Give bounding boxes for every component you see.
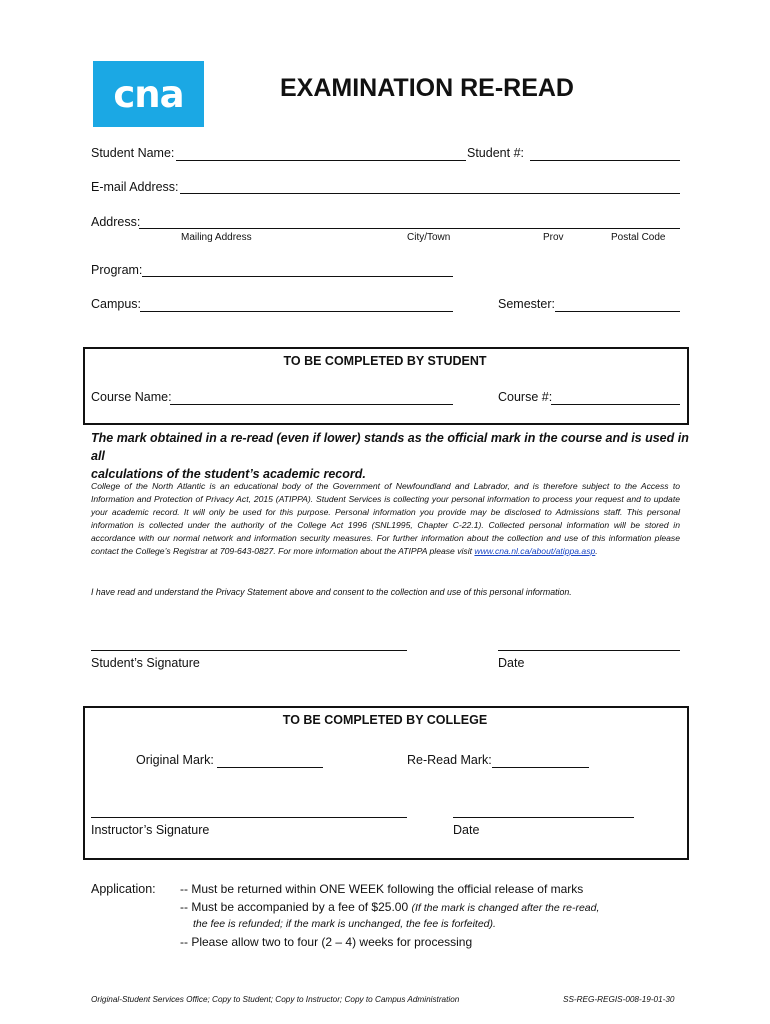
semester-label: Semester: [498, 297, 555, 311]
prov-sublabel: Prov [543, 232, 564, 243]
instructor-date-field[interactable] [453, 817, 634, 818]
student-name-field[interactable] [176, 160, 466, 161]
privacy-text: College of the North Atlantic is an educational body of the Government of Newfoundland and Labrador, and is therefore subject to the Access to Information and Protection of Privacy Act, 2015 (ATIPPA). Student Services is collecting your personal information to process your request and to update your academic record. It will only be used for this purpose. Personal information you provide may be disclosed to Admissions staff. This personal information is collected under the authority of the College Act 1996 (SNL1995, Chapter C-22.1). Collected personal information will be stored in accordance with our normal network and information security measures. For further information about the collection and use of this information please contact the College’s Registrar at 709-643-0827. For more information about the ATIPPA please visit [91, 481, 680, 556]
student-signature-label: Student’s Signature [91, 656, 200, 670]
instructor-signature-label: Instructor’s Signature [91, 823, 210, 837]
campus-label: Campus: [91, 297, 142, 311]
student-section-title: TO BE COMPLETED BY STUDENT [283, 354, 487, 368]
postal-code-sublabel: Postal Code [611, 232, 666, 243]
cna-logo: cna [93, 61, 204, 127]
instructor-date-label: Date [453, 823, 480, 837]
student-signature-field[interactable] [91, 650, 407, 651]
reread-mark-field[interactable] [492, 767, 589, 768]
semester-field[interactable] [555, 311, 680, 312]
privacy-link-suffix: . [595, 545, 598, 556]
original-mark-field[interactable] [217, 767, 323, 768]
reread-mark-label: Re-Read Mark: [407, 753, 492, 767]
college-section-title: TO BE COMPLETED BY COLLEGE [282, 713, 488, 727]
application-line-3: the fee is refunded; if the mark is unchanged, the fee is forfeited). [193, 918, 496, 930]
original-mark-label: Original Mark: [136, 753, 214, 767]
notice-line-1: The mark obtained in a re-read (even if lower) stands as the official mark in the course and is used in all [91, 431, 689, 463]
course-number-label: Course #: [498, 390, 553, 404]
course-number-field[interactable] [551, 404, 680, 405]
official-mark-notice [91, 429, 691, 483]
campus-field[interactable] [140, 311, 453, 312]
student-number-field[interactable] [530, 160, 680, 161]
application-line-1: -- Must be returned within ONE WEEK following the official release of marks [180, 882, 584, 896]
notice-line-2: calculations of the student’s academic record. [91, 467, 366, 481]
application-fee-text: -- Must be accompanied by a fee of $25.00 [180, 900, 409, 914]
address-field[interactable] [139, 228, 680, 229]
application-label: Application: [91, 882, 156, 896]
application-line-4: -- Please allow two to four (2 – 4) weeks for processing [180, 935, 473, 949]
privacy-statement [91, 480, 680, 557]
program-label: Program: [91, 263, 143, 277]
instructor-signature-field[interactable] [91, 817, 407, 818]
form-code: SS-REG-REGIS-008-19-01-30 [563, 995, 675, 1004]
course-name-field[interactable] [170, 404, 453, 405]
mailing-address-sublabel: Mailing Address [181, 232, 252, 243]
city-sublabel: City/Town [407, 232, 451, 243]
application-fee-note: (If the mark is changed after the re-read, [411, 902, 600, 914]
atippa-link[interactable]: www.cna.nl.ca/about/atippa.asp [474, 545, 596, 556]
distribution-footer: Original-Student Services Office; Copy to Student; Copy to Instructor; Copy to Campus Administration [91, 995, 460, 1004]
email-field[interactable] [180, 193, 680, 194]
email-label: E-mail Address: [91, 180, 179, 194]
program-field[interactable] [142, 276, 453, 277]
application-line-2 [180, 900, 599, 914]
student-number-label: Student #: [467, 146, 524, 160]
student-date-field[interactable] [498, 650, 680, 651]
consent-statement: I have read and understand the Privacy Statement above and consent to the collection and use of this personal information. [91, 587, 572, 597]
student-date-label: Date [498, 656, 525, 670]
course-name-label: Course Name: [91, 390, 172, 404]
address-label: Address: [91, 215, 141, 229]
student-name-label: Student Name: [91, 146, 175, 160]
form-title: EXAMINATION RE-READ [280, 74, 574, 102]
